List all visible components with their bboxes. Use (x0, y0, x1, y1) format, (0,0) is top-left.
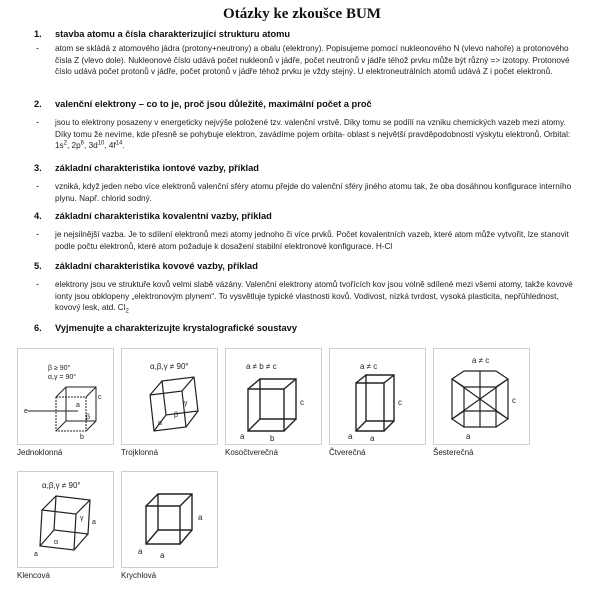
axis-label: c (512, 396, 516, 405)
crystal-cubic (121, 471, 218, 580)
crystal-label: Krychlová (121, 571, 157, 580)
axis-label: a (76, 402, 80, 409)
parameter-note: a ≠ b ≠ c (246, 362, 277, 371)
orbital-p-label: , 2p (67, 141, 81, 150)
crystal-monoclinic (17, 348, 114, 457)
question-number: 2. (34, 99, 42, 109)
crystal-label: Šesterečná (433, 448, 474, 457)
crystal-hexagonal (433, 348, 530, 457)
crystal-orthorhombic (225, 348, 322, 457)
question-text: stavba atomu a čísla charakterizující strukturu atomu (55, 29, 291, 39)
angle-note: α,γ = 90° (48, 374, 77, 381)
axis-label: a (198, 513, 203, 522)
question-number: 4. (34, 211, 42, 221)
axis-label: a (138, 547, 143, 556)
angle-note: β ≥ 90° (48, 365, 71, 372)
orbital-d-count: 10 (97, 140, 105, 147)
orbital-end: . (122, 141, 125, 150)
orbital-f-count: 14 (115, 140, 123, 147)
axis-label: a (240, 432, 245, 441)
axis-label: a (92, 519, 96, 526)
angle-label: α (54, 539, 59, 546)
orbital-p-count: 6 (80, 140, 85, 147)
axis-label: e (24, 408, 28, 415)
question-number: 5. (34, 261, 42, 271)
chlorine-subscript: 2 (125, 308, 129, 315)
angle-label: γ (80, 515, 84, 522)
question-number: 3. (34, 163, 42, 173)
axis-label: c (98, 394, 102, 401)
crystal-label: Kosočtverečná (225, 448, 278, 457)
crystal-label: Trojklonná (121, 448, 159, 457)
orbital-s-count: 2 (63, 140, 67, 147)
axis-label: a (466, 432, 471, 441)
angle-note: α,β,γ ≠ 90° (42, 481, 81, 490)
axis-label: c (398, 398, 402, 407)
angle-label: β (174, 412, 179, 419)
crystal-label: Čtverečná (329, 448, 366, 457)
answer-body: elektrony jsou ve struktuře kovů velmi slabě vázány. Valenční elektrony atomů tvořících kov jsou volně sdílené mezi všemi atomy, takže kovové ionty jsou obklopeny „elektronovým plynem“. To vysvětluje typické vlastnosti kovů. Vodivost, nízká tvrdost, vysoká plasticita, nepřühlednost, kovový lesk, atd. Cl (55, 280, 573, 312)
answer-text: je nejsilnější vazba. Je to sdílení elektronů mezi atomy jednoho či více prvků. Počet kovalentních vazeb, které atom může vytvořit, lze stanovit podle počtu elektronů, které atom požaduje k dosažení stabilní elektronové konfigurace. H-Cl (55, 230, 569, 251)
cubic-cell-icon (121, 471, 218, 568)
question-text: Vyjmenujte a charakterizujte krystalografické soustavy (55, 323, 298, 333)
axis-label: b (270, 434, 275, 443)
answer-body: jsou to elektrony posazeny v energeticky nejvýše položené tzv. valenční vrstvě. Díky tomu se podílí na vzniku chemických vazeb mezi atomy. Díky tomu že nevíme, kde přesně se pohybuje elektron, zavádíme pojem orbita- oblast s největší pravděpodobností výskytu elektronů. Orbital: 1s (55, 118, 571, 150)
answer-text: atom se skládá z atomového jádra (protony+neutrony) a obalu (elektrony). Popisujeme pomocí nukleonového N (vlevo nahoře) a protonového čísla Z (vlevo dole). Nukleonové číslo udává počet nukleonů v jádře, počet neutronů v jádře téhož prvku může být různý => izotopy. Protonové číslo udává počet protonů v jádře, počet protonů v jádře téhož prvku je vždy stejný. U elektroneutrálních atomů udává Z i počet elektronů. (55, 44, 570, 76)
rhombohedral-cell-icon (17, 471, 114, 568)
question-text: základní charakteristika kovalentní vazby, příklad (55, 211, 272, 221)
answer-text (55, 117, 583, 152)
angle-note: α,β,γ ≠ 90° (150, 362, 189, 371)
axis-label: c (300, 398, 304, 407)
angle-label: β (86, 414, 91, 421)
bullet-dash: - (36, 279, 39, 289)
bullet-dash: - (36, 117, 39, 127)
bullet-dash: - (36, 181, 39, 191)
axis-label: a (348, 432, 353, 441)
document-title: Otázky ke zkoušce BUM (223, 6, 381, 22)
axis-label: a (370, 434, 375, 443)
axis-label: a (34, 551, 38, 558)
crystal-label: Jednoklonná (17, 448, 63, 457)
crystal-label: Klencová (17, 571, 50, 580)
axis-label: b (80, 434, 84, 441)
angle-label: γ (184, 400, 188, 407)
axis-label: a (160, 551, 165, 560)
orbital-d-label: , 3d (84, 141, 98, 150)
orthorhombic-cell-icon (225, 348, 322, 445)
question-number: 1. (34, 29, 42, 39)
crystal-rhombohedral (17, 471, 114, 580)
question-number: 6. (34, 323, 42, 333)
angle-label: α (158, 420, 163, 427)
question-text: valenční elektrony – co to je, proč jsou důležité, maximální počet a proč (55, 99, 372, 109)
crystal-tetragonal (329, 348, 426, 457)
bullet-dash: - (36, 43, 39, 53)
question-text: základní charakteristika iontové vazby, příklad (55, 163, 259, 173)
bullet-dash: - (36, 229, 39, 239)
triclinic-cell-icon (121, 348, 218, 445)
tetragonal-cell-icon (329, 348, 426, 445)
monoclinic-cell-icon (17, 348, 114, 445)
hexagonal-cell-icon (433, 348, 530, 445)
orbital-f-label: , 4f (104, 141, 116, 150)
answer-text: vzniká, když jeden nebo více elektronů valenční sféry atomu přejde do valenční sféry jiného atomu tak, že oba dosáhnou konfigurace interního plynu. Např. chlorid sodný. (55, 182, 572, 203)
parameter-note: a ≠ c (360, 362, 378, 371)
parameter-note: a ≠ c (472, 356, 490, 365)
question-text: základní charakteristika kovové vazby, příklad (55, 261, 258, 271)
answer-text (55, 279, 583, 314)
crystal-triclinic (121, 348, 218, 457)
